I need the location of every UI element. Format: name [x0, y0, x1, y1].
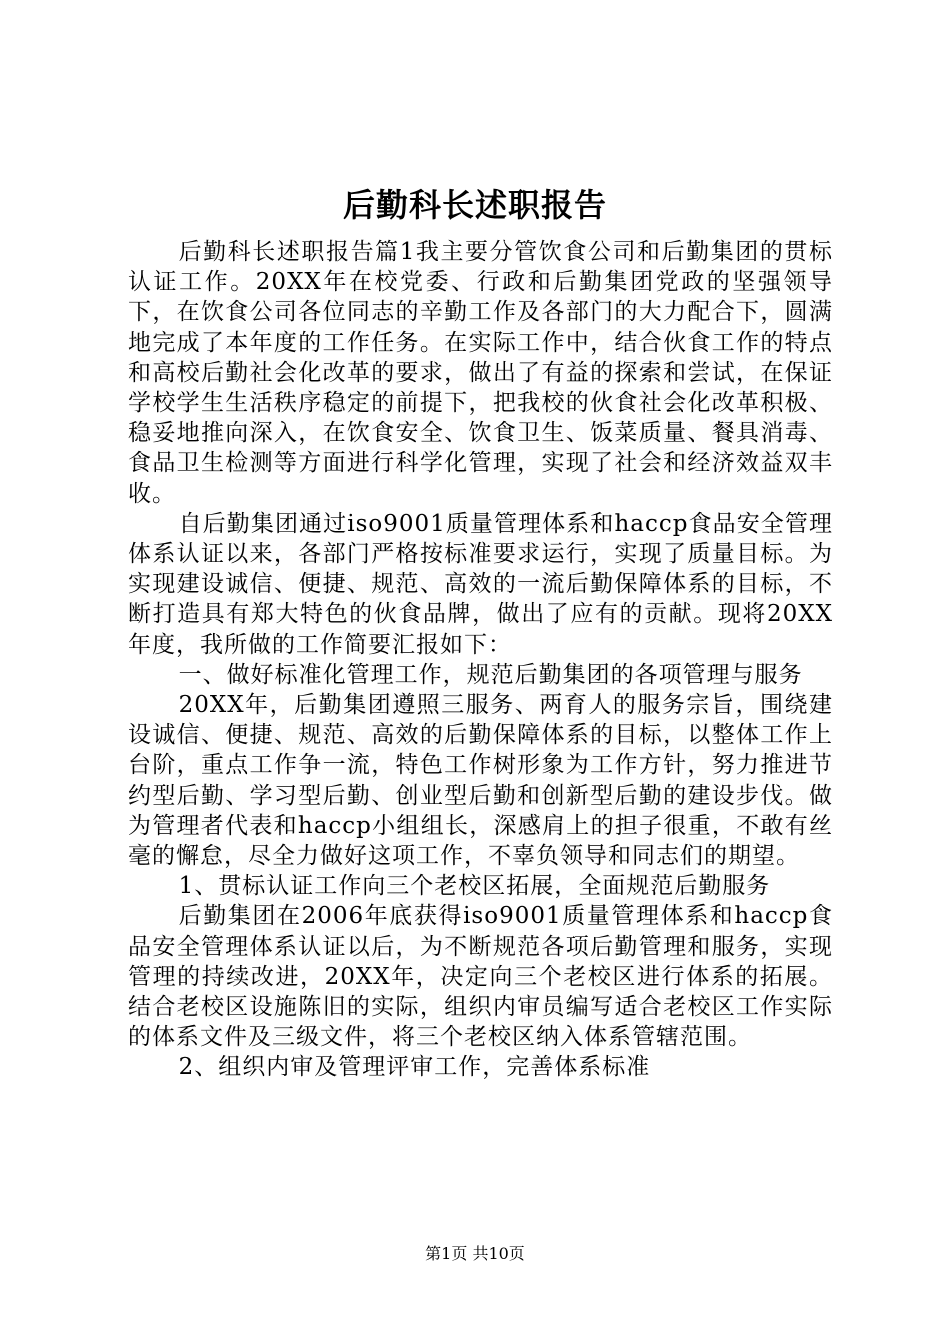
- paragraph: 自后勤集团通过iso9001质量管理体系和haccp食品安全管理体系认证以来，各部门严格按标准要求运行，实现了质量目标。为实现建设诚信、便捷、规范、高效的一流后勤保障体系的目标，不断打造具有郑大特色的伙食品牌，做出了应有的贡献。现将20XX年度，我所做的工作简要汇报如下：: [128, 510, 833, 658]
- document-title: 后勤科长述职报告: [342, 186, 607, 224]
- subsection-heading: 2、组织内审及管理评审工作，完善体系标准: [178, 1054, 651, 1081]
- subsection-heading: 1、贯标认证工作向三个老校区拓展，全面规范后勤服务: [178, 873, 771, 900]
- page-footer: 第1页 共10页: [425, 1244, 525, 1263]
- paragraph: 后勤集团在2006年底获得iso9001质量管理体系和haccp食品安全管理体系认证以后，为不断规范各项后勤管理和服务，实现管理的持续改进，20XX年，决定向三个老校区进行体系的拓展。结合老校区设施陈旧的实际，组织内审员编写适合老校区工作实际的体系文件及三级文件，将三个老校区纳入体系管辖范围。: [128, 903, 833, 1051]
- section-heading: 一、做好标准化管理工作，规范后勤集团的各项管理与服务: [178, 661, 803, 688]
- document-body: [128, 237, 833, 1083]
- paragraph: 20XX年，后勤集团遵照三服务、两育人的服务宗旨，围绕建设诚信、便捷、规范、高效的后勤保障体系的目标，以整体工作上台阶，重点工作争一流，特色工作树形象为工作方针，努力推进节约型后勤、学习型后勤、创业型后勤和创新型后勤的建设步伐。做为管理者代表和haccp小组组长，深感肩上的担子很重，不敢有丝毫的懈怠，尽全力做好这项工作，不辜负领导和同志们的期望。: [128, 692, 833, 870]
- paragraph: 后勤科长述职报告篇1我主要分管饮食公司和后勤集团的贯标认证工作。20XX年在校党委、行政和后勤集团党政的坚强领导下，在饮食公司各位同志的辛勤工作及各部门的大力配合下，圆满地完成了本年度的工作任务。在实际工作中，结合伙食工作的特点和高校后勤社会化改革的要求，做出了有益的探索和尝试，在保证学校学生生活秩序稳定的前提下，把我校的伙食社会化改革积极、稳妥地推向深入，在饮食安全、饮食卫生、饭菜质量、餐具消毒、食品卫生检测等方面进行科学化管理，实现了社会和经济效益双丰收。: [128, 239, 833, 507]
